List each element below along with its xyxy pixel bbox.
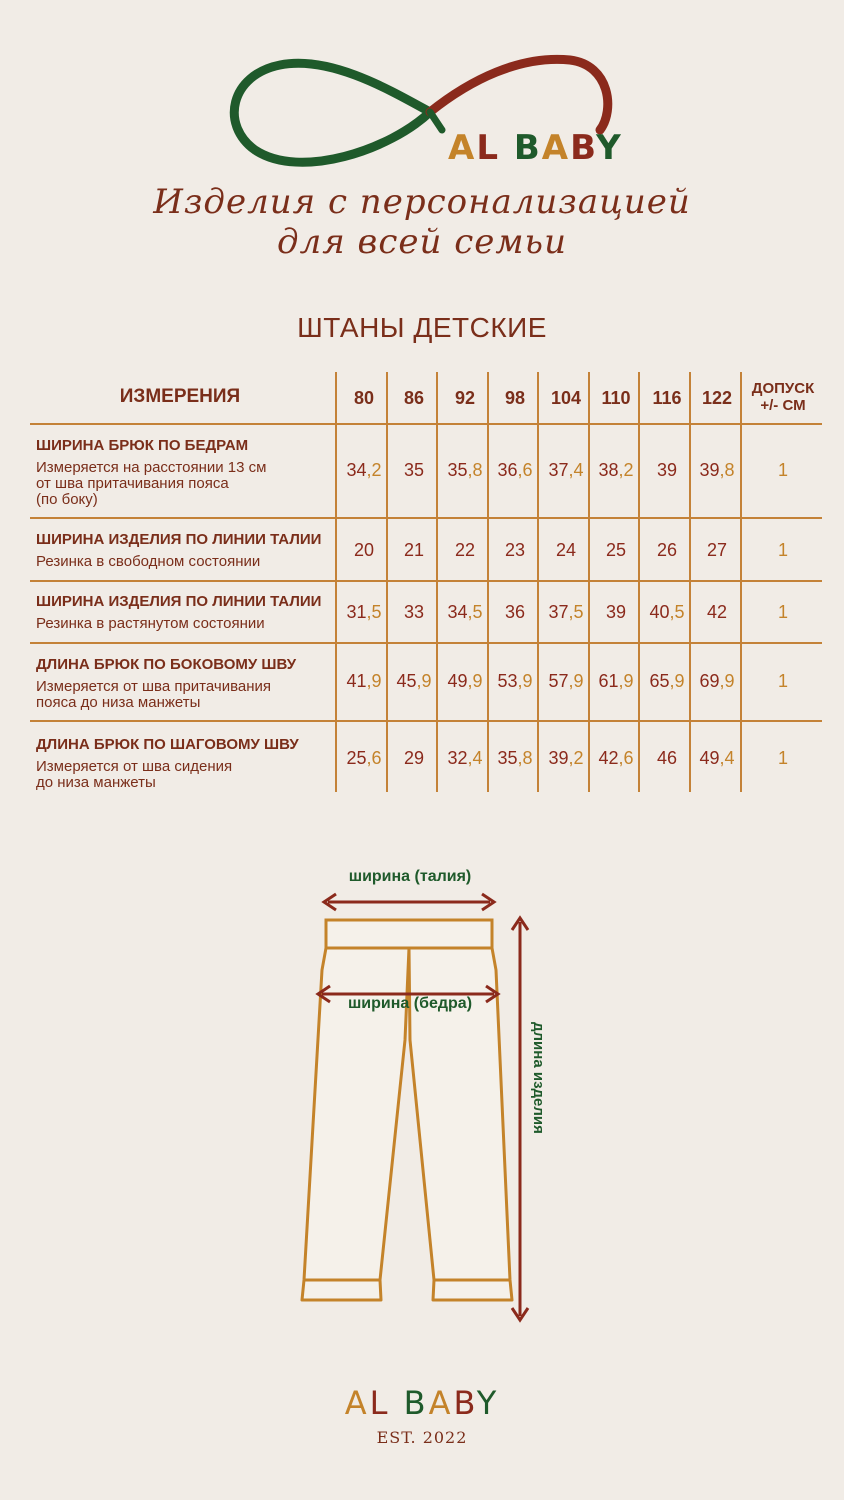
size-value: 39 [656, 460, 678, 480]
tolerance-value: 1 [777, 460, 788, 480]
row-desc: Резинка в растянутом состоянии [36, 615, 265, 632]
size-value: 21 [403, 540, 425, 560]
row-desc: Измеряется на расстоянии 13 см от шва притачивания пояса (по боку) [36, 459, 267, 508]
size-value: 34,5 [447, 602, 483, 622]
table-row [30, 517, 822, 580]
size-value: 31,5 [346, 602, 382, 622]
size-value: 57,9 [548, 671, 584, 691]
size-value: 35,8 [497, 748, 533, 768]
size-value: 40,5 [649, 602, 685, 622]
row-title: ДЛИНА БРЮК ПО БОКОВОМУ ШВУ [36, 656, 297, 673]
hip-width-label: ширина (бедра) [347, 995, 473, 1012]
header-size: 86 [403, 388, 425, 408]
size-value: 23 [504, 540, 526, 560]
size-value: 39,8 [699, 460, 735, 480]
size-value: 26 [656, 540, 678, 560]
tagline-line2: для всей семьи [277, 222, 567, 262]
size-value: 27 [706, 540, 728, 560]
table-row [30, 580, 822, 642]
row-desc: Измеряется от шва притачивания пояса до низа манжеты [36, 678, 272, 711]
row-title: ШИРИНА ИЗДЕЛИЯ ПО ЛИНИИ ТАЛИИ [36, 593, 322, 610]
size-value: 35,8 [447, 460, 483, 480]
size-value: 39 [605, 602, 627, 622]
size-value: 41,9 [346, 671, 382, 691]
size-value: 49,4 [699, 748, 735, 768]
size-value: 37,5 [548, 602, 584, 622]
tolerance-value: 1 [777, 602, 788, 622]
header-measurements: ИЗМЕРЕНИЯ [119, 386, 241, 407]
row-title: ШИРИНА ИЗДЕЛИЯ ПО ЛИНИИ ТАЛИИ [36, 531, 322, 548]
size-value: 69,9 [699, 671, 735, 691]
header-size: 122 [701, 388, 733, 408]
size-value: 36,6 [497, 460, 533, 480]
size-value: 53,9 [497, 671, 533, 691]
page-title: ШТАНЫ ДЕТСКИЕ [297, 312, 547, 343]
header-size: 110 [601, 388, 631, 408]
size-value: 29 [403, 748, 425, 768]
size-value: 25 [605, 540, 627, 560]
pants-diagram [270, 860, 590, 1340]
logo-text: AL BABY [448, 128, 623, 168]
size-value: 20 [353, 540, 375, 560]
header-size: 80 [353, 388, 375, 408]
tolerance-value: 1 [777, 748, 788, 768]
header-size: 116 [652, 388, 682, 408]
size-value: 42 [706, 602, 728, 622]
size-value: 36 [504, 602, 526, 622]
size-value: 39,2 [548, 748, 584, 768]
size-value: 34,2 [346, 460, 382, 480]
size-value: 32,4 [447, 748, 483, 768]
infinity-logo-icon [0, 0, 844, 180]
footer-est: EST. 2022 [376, 1428, 468, 1447]
size-value: 37,4 [548, 460, 584, 480]
footer-logo: AL BABY [344, 1384, 500, 1422]
size-value: 49,9 [447, 671, 483, 691]
size-value: 45,9 [396, 671, 432, 691]
row-title: ДЛИНА БРЮК ПО ШАГОВОМУ ШВУ [36, 736, 299, 753]
size-value: 22 [454, 540, 476, 560]
waist-width-label: ширина (талия) [348, 868, 472, 885]
header-size: 104 [550, 388, 582, 408]
size-value: 46 [656, 748, 678, 768]
size-value: 35 [403, 460, 425, 480]
size-value: 38,2 [598, 460, 634, 480]
size-table [30, 372, 822, 792]
table-row [30, 720, 822, 792]
size-value: 24 [555, 540, 577, 560]
row-desc: Резинка в свободном состоянии [36, 553, 261, 570]
header-tolerance: ДОПУСК +/- СМ [751, 380, 815, 414]
tolerance-value: 1 [777, 540, 788, 560]
size-value: 42,6 [598, 748, 634, 768]
size-value: 33 [403, 602, 425, 622]
header-size: 98 [504, 388, 526, 408]
size-value: 65,9 [649, 671, 685, 691]
row-desc: Измеряется от шва сидения до низа манжеты [36, 758, 233, 791]
size-value: 25,6 [346, 748, 382, 768]
header-size: 92 [454, 388, 476, 408]
table-row [30, 423, 822, 517]
tagline-line1: Изделия с персонализацией [153, 182, 691, 222]
table-row [30, 642, 822, 720]
length-label: длина изделия [530, 1022, 547, 1134]
tolerance-value: 1 [777, 671, 788, 691]
row-title: ШИРИНА БРЮК ПО БЕДРАМ [36, 437, 249, 454]
size-value: 61,9 [598, 671, 634, 691]
